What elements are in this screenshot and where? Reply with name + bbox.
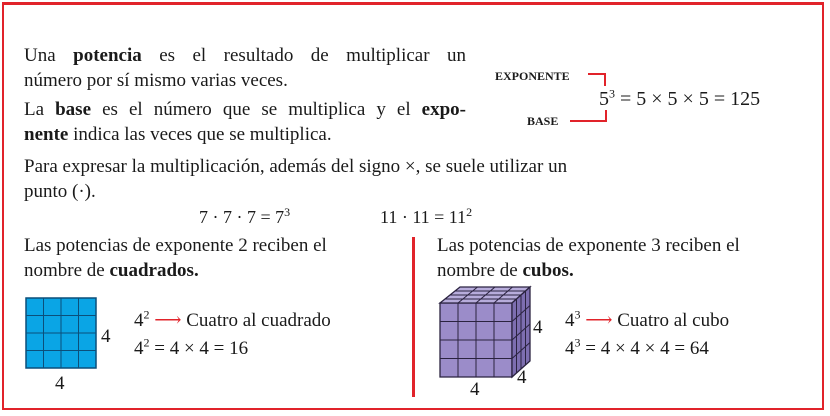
cube-side-bottom: 4 (470, 379, 480, 400)
dot-equation-1: $7 \cdot 7 \cdot 7 = 7^3$ (199, 205, 291, 227)
square-side-bottom: 4 (55, 373, 65, 394)
power-example: $5^3 = 5 \times 5 \times 5 = 125$ (599, 86, 761, 110)
cube-power-equation: $4^3 = 4 \times 4 \times 4 = 64$ (565, 335, 709, 359)
right-arrow-icon: ⟶ (154, 310, 182, 331)
dot-line-1: Para expresar la multiplicación, además del signo ×, se suele utilizar un (24, 156, 568, 177)
intro-line-1: Una potencia es el resultado de multiplicar un (24, 45, 467, 66)
squares-line-1: Las potencias de exponente 2 reciben el (24, 235, 327, 256)
base-label: BASE (527, 114, 559, 128)
right-arrow-icon: ⟶ (585, 310, 613, 331)
cube-side-depth: 4 (517, 367, 527, 388)
cube-side-right: 4 (533, 317, 543, 338)
dot-line-2: punto (·). (24, 181, 96, 202)
intro-line-2: número por sí mismo varias veces. (24, 70, 288, 91)
square-side-right: 4 (101, 326, 111, 347)
cubes-line-2: nombre de cubos. (437, 260, 574, 281)
intro-line-4: nente indica las veces que se multiplica. (24, 124, 332, 145)
cubes-line-1: Las potencias de exponente 3 reciben el (437, 235, 740, 256)
intro-line-3: La base es el número que se multiplica y el expo- (24, 99, 466, 120)
square-power-equation: $4^2 = 4 \times 4 = 16$ (134, 335, 249, 359)
exponente-label: EXPONENTE (495, 69, 570, 83)
square-power-name: $4^2$ ⟶ Cuatro al cuadrado (134, 307, 331, 331)
cube-power-name: $4^3$ ⟶ Cuatro al cubo (565, 307, 730, 331)
squares-line-2: nombre de cuadrados. (24, 260, 199, 281)
dot-equation-2: $11 \cdot 11 = 11^2$ (380, 205, 473, 227)
